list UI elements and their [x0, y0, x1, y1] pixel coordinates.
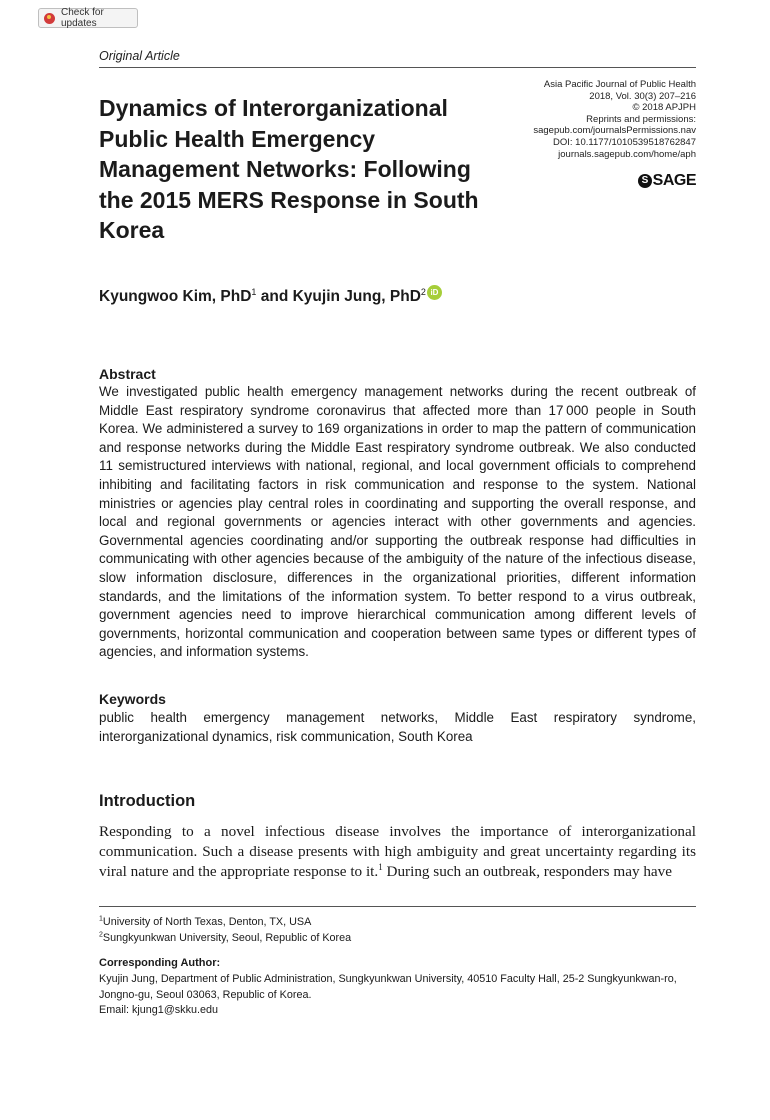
- author-name[interactable]: Kyujin Jung, PhD: [292, 288, 421, 305]
- journal-doi[interactable]: DOI: 10.1177/1010539518762847: [553, 136, 696, 148]
- journal-reprints: Reprints and permissions:: [586, 113, 696, 125]
- footnote-divider: [99, 906, 696, 907]
- abstract-text: We investigated public health emergency management networks during the recent outbreak of Middle East respiratory syndrome coronavirus that affected more than 17 000 people in South Korea. We administered a survey to 169 organizations in order to map the pattern of communication and response networks during the Middle East respiratory syndrome outbreak. We also conducted 11 semistructured interviews with national, regional, and local government officials to comprehend inhibiting and facilitating factors in risk communication and response to the system. National ministries or agencies play central roles in coordinating and supporting the overall response, and local and regional governments or agencies interact with other governments and agencies. Governmental agencies coordinating and/or supporting the outbreak response had difficulties in communicating with other agencies because of the ambiguity of the nature of the infectious disease, slow information disclosure, differences in the organizational priorities, different information standards, and the limitations of the information system. To better respond to a virus outbreak, government agencies need to improve hierarchical communication among different levels of governments, horizontal communication and cooperation between same types or different types of agencies, and information systems.: [99, 384, 696, 660]
- affiliation-1: [99, 915, 696, 931]
- author-list: [99, 288, 442, 306]
- corresponding-email-line: [99, 1003, 696, 1019]
- introduction-text: [99, 822, 696, 882]
- orcid-icon[interactable]: iD: [427, 285, 442, 300]
- journal-name: Asia Pacific Journal of Public Health: [543, 79, 696, 90]
- check-for-updates-button[interactable]: [38, 8, 138, 28]
- article-title: Dynamics of Interorganizational Public Health Emergency Management Networks: Following the 2015 MERS Response in South Korea: [99, 95, 479, 243]
- check-for-updates-label: Check for updates: [61, 7, 104, 29]
- journal-homepage-link[interactable]: journals.sagepub.com/home/aph: [558, 148, 696, 160]
- author-name[interactable]: Kyungwoo Kim, PhD: [99, 288, 252, 305]
- corresponding-author-details: [99, 972, 696, 1019]
- intro-text-part: During such an outbreak, responders may have: [382, 863, 673, 880]
- introduction-heading: Introduction: [99, 792, 196, 810]
- article-type: Original Article: [99, 49, 180, 63]
- email-label: Email:: [99, 1004, 132, 1017]
- journal-info: [466, 79, 696, 160]
- affiliations: [99, 915, 696, 946]
- affiliation-marker: 1: [251, 287, 257, 297]
- intro-text-part: Responding to a novel infectious disease involves the importance of interorganizational communication. Such a disease presents with high ambiguity and great uncertainty regarding its viral nature and the appropriate response to it.: [99, 823, 696, 880]
- publisher-name: SAGE: [652, 172, 696, 189]
- corresponding-address: Kyujin Jung, Department of Public Administration, Sungkyunkwan University, 40510 Faculty Hall, 25-2 Sungkyunkwan-ro, Jongno-gu, Seoul 03063, Republic of Korea.: [99, 973, 677, 1001]
- affiliation-2: [99, 931, 696, 947]
- publisher-logo: [638, 172, 696, 190]
- journal-volume: 2018, Vol. 30(3) 207–216: [589, 90, 696, 102]
- affiliation-text: University of North Texas, Denton, TX, USA: [102, 916, 312, 928]
- journal-permissions-link[interactable]: sagepub.com/journalsPermissions.nav: [533, 125, 696, 137]
- crossmark-icon: [44, 13, 55, 24]
- abstract-heading: Abstract: [99, 366, 156, 382]
- keywords-text: public health emergency management networks, Middle East respiratory syndrome, interorganizational dynamics, risk communication, South Korea: [99, 710, 696, 744]
- header-divider: [99, 67, 696, 68]
- affiliation-marker: 1: [99, 915, 103, 923]
- author-joiner: and: [256, 288, 293, 305]
- sage-logo-icon: S: [638, 174, 652, 188]
- citation-marker[interactable]: 1: [378, 861, 383, 872]
- affiliation-marker: 2: [420, 287, 426, 297]
- corresponding-author-heading: Corresponding Author:: [99, 957, 221, 969]
- email-link[interactable]: kjung1@skku.edu: [132, 1004, 218, 1017]
- affiliation-text: Sungkyunkwan University, Seoul, Republic of Korea: [102, 931, 352, 944]
- affiliation-marker: 2: [99, 931, 103, 938]
- keywords-heading: Keywords: [99, 691, 166, 707]
- journal-copyright: © 2018 APJPH: [632, 102, 696, 114]
